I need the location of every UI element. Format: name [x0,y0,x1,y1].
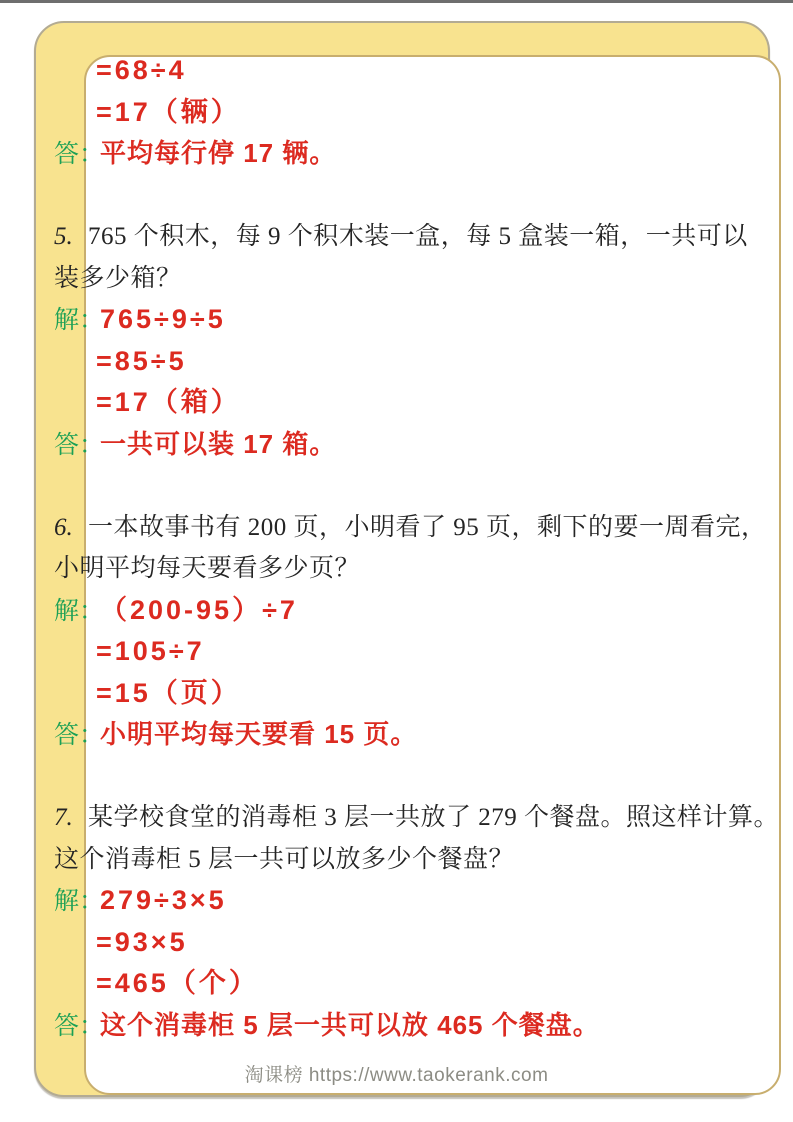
equation-line [54,50,746,92]
equation-text: =465（个） [96,968,259,998]
answer-text: 这个消毒柜 5 层一共可以放 465 个餐盘。 [100,1009,600,1040]
question-text: 装多少箱？ [54,264,182,292]
answer-label: 答： [54,1012,105,1040]
equation-text: =85÷5 [96,345,187,376]
solution-label: 解： [54,307,105,334]
equation-text: =15（页） [96,677,241,708]
equation-line [54,673,746,715]
solution-text: （200-95）÷7 [100,594,298,625]
question-text: 小明平均每天要看多少页？ [54,555,361,582]
solution-text: 279÷3×5 [100,885,227,915]
answer-label: 答： [54,141,105,168]
question-text: 某学校食堂的消毒柜 3 层一共放了 279 个餐盘。照这样计算。 [88,804,780,831]
blank-line [54,175,746,217]
equation-line [54,341,746,383]
equation-line [54,92,746,134]
solution-label: 解： [54,888,105,915]
equation-text: =93×5 [96,926,188,957]
blank-line [54,756,746,798]
question-cont-line [54,839,746,881]
solution-label: 解： [54,597,105,625]
equation-text: =105÷7 [96,636,205,666]
answer-label: 答： [54,722,105,749]
equation-text: =17（辆） [96,96,241,127]
blank-line [54,465,746,507]
question-number: 7. [54,804,73,831]
answer-line [54,133,746,175]
question-text: 这个消毒柜 5 层一共可以放多少个餐盘？ [54,845,515,873]
question-cont-line [54,548,746,590]
question-text: 765 个积木，每 9 个积木装一盒，每 5 盒装一箱，一共可以 [88,223,748,250]
equation-line [54,631,746,673]
question-text: 一本故事书有 200 页，小明看了 95 页，剩下的要一周看完， [88,513,767,541]
answer-line [54,424,746,466]
equation-line [54,382,746,424]
question-cont-line [54,258,746,300]
content-lines [54,50,780,1046]
solution-line [54,299,746,341]
equation-line [54,963,746,1005]
answer-text: 平均每行停 17 辆。 [100,138,337,168]
equation-text: =68÷4 [96,55,187,85]
equation-line [54,922,746,964]
question-number: 5. [54,223,73,250]
equation-text: =17（箱） [96,387,241,417]
answer-text: 一共可以装 17 箱。 [100,428,337,459]
question-line [54,216,746,258]
answer-line [54,714,746,756]
watermark-footer: 淘课榜 https://www.taokerank.com [244,1065,549,1086]
answer-label: 答： [54,431,105,459]
solution-line [54,880,746,922]
question-line [54,507,767,549]
question-number: 6. [54,513,73,541]
answer-text: 小明平均每天要看 15 页。 [100,719,418,749]
solution-text: 765÷9÷5 [100,304,226,334]
question-line [54,797,780,839]
solution-line [54,590,746,632]
page-top-edge [0,0,793,3]
answer-line [54,1005,746,1047]
